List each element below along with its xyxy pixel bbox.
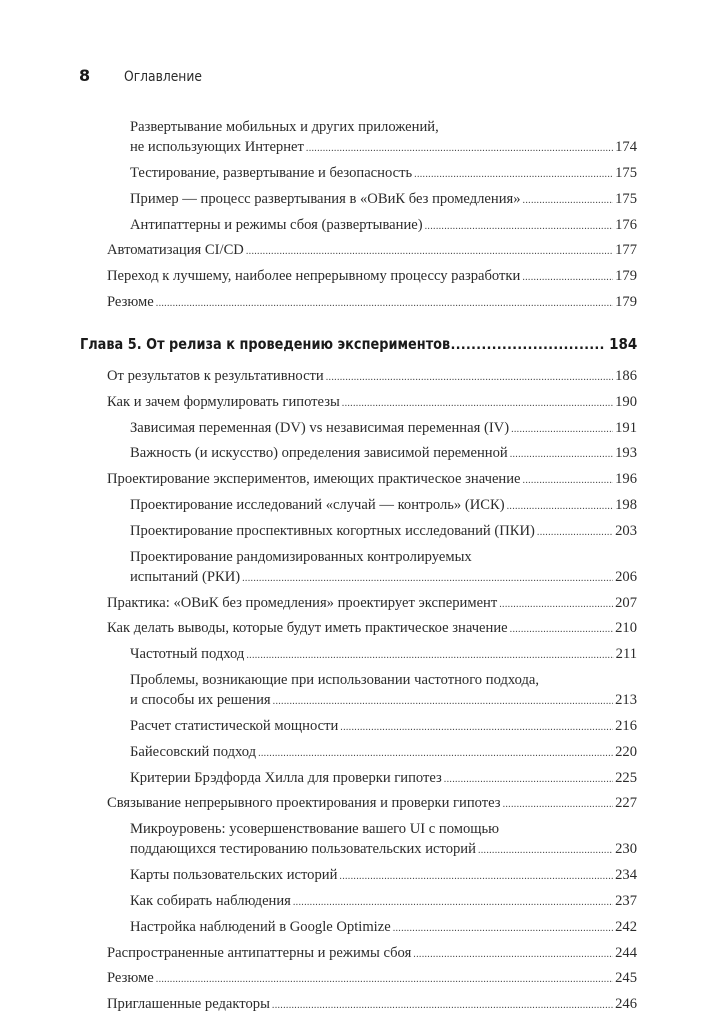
toc-entry[interactable]: [130, 716, 637, 738]
toc-entry[interactable]: [107, 240, 637, 262]
toc-entry-line: [130, 547, 637, 567]
toc-page-number: 177: [615, 242, 637, 259]
toc-entry-line: [107, 968, 637, 990]
toc-page-number: 246: [615, 996, 637, 1013]
toc-entry-line: [130, 418, 637, 440]
dot-leader: [499, 593, 613, 615]
toc-page-number: 196: [615, 471, 637, 488]
toc-page-number: 245: [615, 970, 637, 987]
toc-page-number: 179: [615, 294, 637, 310]
dot-leader: [156, 968, 613, 990]
toc-entry[interactable]: [130, 819, 637, 861]
toc-entry-title: и способы их решения: [130, 692, 271, 708]
toc-entry[interactable]: [107, 618, 637, 640]
toc-entry[interactable]: [107, 793, 637, 815]
toc-entry-line: [130, 891, 637, 913]
toc-entry[interactable]: [130, 768, 637, 790]
toc-page-number: 242: [615, 918, 637, 935]
toc-page-number: 227: [615, 795, 637, 812]
dot-leader: [537, 521, 613, 543]
dot-leader: [246, 240, 613, 262]
toc-entry-line: [107, 366, 637, 388]
toc-entry[interactable]: [130, 215, 637, 237]
toc-page-number: 211: [615, 646, 637, 663]
dot-leader: [414, 163, 613, 185]
toc-entry-line: [130, 137, 637, 159]
toc-entry-line: [130, 189, 637, 211]
toc-entry-title: Как и зачем формулировать гипотезы: [107, 393, 340, 410]
toc-page-number: 213: [615, 692, 637, 708]
toc-page-number: 190: [615, 393, 637, 410]
dot-leader: [273, 690, 613, 712]
toc-entry-title: Развертывание мобильных и других приложений,: [130, 119, 439, 135]
toc-entry-title: Критерии Брэдфорда Хилла для проверки гипотез: [130, 769, 442, 786]
toc-entry-title: поддающихся тестированию пользовательских историй: [130, 841, 476, 858]
toc-entry[interactable]: [107, 968, 637, 990]
toc-entry[interactable]: [130, 917, 637, 939]
toc-page-number: 234: [615, 867, 637, 884]
dot-leader: [326, 366, 613, 388]
toc-chapter[interactable]: [80, 334, 637, 356]
dot-leader: [272, 994, 613, 1016]
dot-leader: [393, 917, 613, 939]
toc-entry[interactable]: [130, 865, 637, 887]
toc-entry-title: Проектирование рандомизированных контролируемых: [130, 548, 472, 565]
toc-page-number: 207: [615, 594, 637, 611]
toc-entry[interactable]: [130, 163, 637, 185]
dot-leader: [258, 742, 613, 764]
toc-entry-line: [107, 266, 637, 288]
page-number: 8: [79, 66, 91, 85]
toc-page-number: 191: [615, 419, 637, 436]
toc-entry[interactable]: [130, 891, 637, 913]
dot-leader: [242, 567, 613, 589]
toc-entry[interactable]: [130, 742, 637, 764]
toc-entry-line: [107, 793, 637, 815]
toc-entry-title: Пример — процесс развертывания в «ОВиК без промедления»: [130, 190, 521, 207]
toc-entry[interactable]: [107, 469, 637, 491]
dot-leader: [507, 495, 614, 517]
toc-entry[interactable]: [130, 189, 637, 211]
toc-entry-line: [130, 742, 637, 764]
dot-leader: [478, 839, 613, 861]
toc-page-number: 244: [615, 944, 637, 961]
toc-entry-line: [107, 943, 637, 965]
dot-leader: [444, 768, 613, 790]
toc-page-number: 198: [615, 497, 637, 513]
toc-page-number: 216: [615, 718, 637, 734]
toc-entry[interactable]: [107, 292, 637, 314]
toc-entry-line: [107, 469, 637, 491]
dot-leader: [510, 443, 613, 465]
dot-leader: [342, 392, 613, 414]
toc-page-number: 175: [615, 165, 637, 181]
toc-entry-line: [107, 994, 637, 1016]
toc-entry-line: [130, 644, 637, 666]
dot-leader: [503, 793, 614, 815]
toc-entry[interactable]: [130, 418, 637, 440]
toc-page-number: 174: [615, 139, 637, 155]
toc-page-number: 206: [615, 568, 637, 585]
toc-entry[interactable]: [130, 547, 637, 589]
toc-entry-title: Расчет статистической мощности: [130, 718, 339, 734]
toc-entry-title: Практика: «ОВиК без промедления» проектирует эксперимент: [107, 594, 498, 611]
dot-leader: [246, 644, 613, 666]
dot-leader: [340, 716, 613, 738]
toc-entry[interactable]: [107, 994, 637, 1016]
toc-entry-title: Зависимая переменная (DV) vs независимая переменная (IV): [130, 419, 510, 436]
toc-entry-line: [130, 690, 637, 712]
toc-entry-line: [130, 567, 637, 589]
toc-entry-title: Глава 5. От релиза к проведению экспериментов: [80, 334, 451, 353]
dot-leader: [413, 943, 613, 965]
toc-page-number: 220: [615, 743, 637, 760]
toc-entry-line: [130, 443, 637, 465]
toc-page-number: 179: [615, 268, 637, 285]
toc-entry-line: [130, 163, 637, 185]
toc-entry-title: не использующих Интернет: [130, 139, 304, 155]
running-title: Оглавление: [124, 69, 202, 85]
toc-entry-title: испытаний (РКИ): [130, 568, 241, 585]
dot-leader: [450, 334, 603, 356]
toc-entry-line: [130, 495, 637, 517]
toc-entry[interactable]: [130, 495, 637, 517]
toc-entry-title: Приглашенные редакторы: [107, 996, 270, 1013]
toc-page-number: 203: [615, 522, 637, 539]
toc-entry[interactable]: [130, 644, 637, 666]
toc-page-number: 176: [615, 216, 637, 233]
dot-leader: [425, 215, 613, 237]
toc-entry-title: Важность (и искусство) определения зависимой переменной: [130, 445, 508, 462]
dot-leader: [523, 189, 614, 211]
toc-entry-title: Распространенные антипаттерны и режимы сбоя: [107, 944, 412, 961]
toc-entry[interactable]: [130, 117, 637, 159]
toc-entry-title: Микроуровень: усовершенствование вашего UI с помощью: [130, 821, 500, 838]
toc-entry-line: [130, 917, 637, 939]
toc-entry[interactable]: [130, 521, 637, 543]
dot-leader: [511, 418, 613, 440]
toc-entry[interactable]: [107, 366, 637, 388]
dot-leader: [156, 292, 613, 314]
toc-entry-line: [107, 593, 637, 615]
toc-entry-title: Настройка наблюдений в Google Optimize: [130, 918, 391, 935]
toc-entry-line: [130, 117, 637, 137]
toc-entry-title: Переход к лучшему, наиболее непрерывному процессу разработки: [107, 268, 521, 285]
toc-entry[interactable]: [107, 943, 637, 965]
dot-leader: [306, 137, 613, 159]
toc-entry-line: [130, 865, 637, 887]
toc-entry-title: Тестирование, развертывание и безопасность: [130, 165, 413, 181]
toc-entry-title: Автоматизация CI/CD: [107, 242, 244, 259]
toc-page-number: 237: [615, 893, 637, 909]
toc-entry[interactable]: [130, 670, 637, 712]
dot-leader: [522, 266, 613, 288]
toc-entry-line: [107, 618, 637, 640]
toc-entry-title: Связывание непрерывного проектирования и проверки гипотез: [107, 795, 501, 812]
toc-entry-title: Проектирование проспективных когортных исследований (ПКИ): [130, 522, 535, 539]
toc-entry-title: Резюме: [107, 294, 154, 310]
toc-entry-title: От результатов к результативности: [107, 368, 324, 384]
dot-leader: [523, 469, 614, 491]
toc-entry-title: Как делать выводы, которые будут иметь практическое значение: [107, 620, 508, 637]
toc-entry[interactable]: [107, 593, 637, 615]
toc-entry-line: [130, 819, 637, 839]
page-header: [79, 66, 213, 84]
toc-page-number: 230: [615, 841, 637, 858]
dot-leader: [510, 618, 613, 640]
toc-entry-line: [107, 392, 637, 414]
toc-entry-line: [107, 292, 637, 314]
toc-entry-title: Как собирать наблюдения: [130, 893, 291, 909]
toc-entry[interactable]: [107, 266, 637, 288]
toc-entry-line: [130, 670, 637, 690]
toc-page-number: 184: [608, 334, 637, 353]
toc-entry-line: [130, 521, 637, 543]
dot-leader: [293, 891, 613, 913]
toc-page-number: 210: [615, 620, 637, 637]
toc-page-number: 225: [615, 769, 637, 786]
toc-entry-line: [107, 240, 637, 262]
toc-page-number: 175: [615, 190, 637, 207]
toc-entry-line: [130, 768, 637, 790]
toc-entry-title: Антипаттерны и режимы сбоя (развертывание): [130, 216, 423, 233]
toc-entry-line: [130, 839, 637, 861]
toc-entry-line: [80, 334, 637, 356]
toc-entry[interactable]: [130, 443, 637, 465]
toc-entry-title: Проектирование экспериментов, имеющих практическое значение: [107, 471, 521, 488]
toc-entry-line: [130, 215, 637, 237]
toc-entry-title: Частотный подход: [130, 646, 245, 663]
toc-entry[interactable]: [107, 392, 637, 414]
toc-entry-line: [130, 716, 637, 738]
dot-leader: [339, 865, 613, 887]
toc-entry-title: Карты пользовательских историй: [130, 867, 338, 884]
toc-entry-title: Резюме: [107, 970, 154, 987]
toc-page-number: 193: [615, 445, 637, 462]
toc-entry-title: Проблемы, возникающие при использовании частотного подхода,: [130, 672, 540, 688]
toc-entry-title: Проектирование исследований «случай — контроль» (ИСК): [130, 497, 505, 513]
toc-entry-title: Байесовский подход: [130, 743, 257, 760]
toc-page-number: 186: [615, 368, 637, 384]
